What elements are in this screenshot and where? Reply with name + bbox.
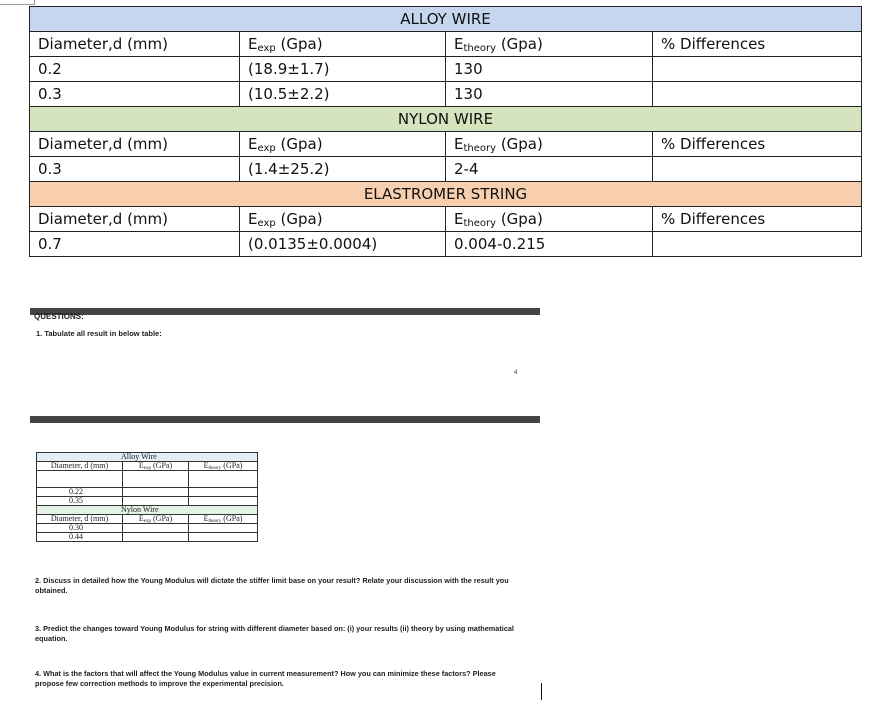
mini-title-alloy: Alloy Wire bbox=[37, 453, 258, 462]
mini-header-e-theory: $E_{theory}$ (GPa) bbox=[189, 462, 258, 471]
page-divider-bottom bbox=[30, 416, 540, 423]
cell-e-exp: (1.4±25.2) bbox=[240, 157, 446, 182]
mini-row bbox=[37, 488, 258, 497]
header-row bbox=[30, 207, 862, 232]
cell-e-exp: (0.0135±0.0004) bbox=[240, 232, 446, 257]
mini-cell bbox=[189, 497, 258, 506]
cell-e-theory: 0.004-0.215 bbox=[446, 232, 653, 257]
header-diameter: Diameter,d (mm) bbox=[30, 207, 240, 232]
page-number: 4 bbox=[514, 370, 518, 376]
mini-row bbox=[37, 471, 258, 488]
mini-header-diameter: Diameter, d (mm) bbox=[37, 462, 123, 471]
mini-cell bbox=[123, 471, 189, 488]
question-1: 1. Tabulate all result in below table: bbox=[36, 329, 162, 338]
cell-e-exp: (10.5±2.2) bbox=[240, 82, 446, 107]
mini-header-e-exp: $E_{exp}$ (GPa) bbox=[123, 515, 189, 524]
mini-results-table bbox=[36, 452, 258, 542]
mini-cell bbox=[189, 524, 258, 533]
alloy-section-row bbox=[30, 7, 862, 32]
header-e-theory: $E_{theory}$ (Gpa) bbox=[446, 132, 653, 157]
nylon-section-row bbox=[30, 107, 862, 132]
header-row bbox=[30, 32, 862, 57]
cell-e-theory: 130 bbox=[446, 82, 653, 107]
cell-differences[interactable] bbox=[653, 57, 862, 82]
mini-cell bbox=[123, 488, 189, 497]
section-title-elastomer: ELASTROMER STRING bbox=[30, 182, 862, 207]
mini-header-e-theory: $E_{theory}$ (GPa) bbox=[189, 515, 258, 524]
cell-diameter: 0.2 bbox=[30, 57, 240, 82]
mini-header-e-exp: $E_{exp}$ (GPa) bbox=[123, 462, 189, 471]
mini-row bbox=[37, 533, 258, 542]
questions-heading: QUESTIONS: bbox=[34, 312, 84, 321]
header-differences: % Differences bbox=[653, 132, 862, 157]
mini-cell-diameter: 0.35 bbox=[37, 497, 123, 506]
mini-header-row bbox=[37, 462, 258, 471]
header-diameter: Diameter,d (mm) bbox=[30, 132, 240, 157]
header-e-theory: $E_{theory}$ (Gpa) bbox=[446, 32, 653, 57]
cell-e-theory: 2-4 bbox=[446, 157, 653, 182]
cell-differences[interactable] bbox=[653, 157, 862, 182]
cell-e-theory: 130 bbox=[446, 57, 653, 82]
mini-cell bbox=[189, 471, 258, 488]
cell-diameter: 0.7 bbox=[30, 232, 240, 257]
mini-cell bbox=[37, 471, 123, 488]
text-cursor bbox=[541, 683, 542, 700]
mini-cell bbox=[189, 488, 258, 497]
cell-e-exp: (18.9±1.7) bbox=[240, 57, 446, 82]
mini-row bbox=[37, 453, 258, 462]
mini-cell-diameter: 0.22 bbox=[37, 488, 123, 497]
mini-cell bbox=[123, 497, 189, 506]
section-title-alloy: ALLOY WIRE bbox=[30, 7, 862, 32]
header-differences: % Differences bbox=[653, 207, 862, 232]
header-e-exp: $E_{exp}$ (Gpa) bbox=[240, 207, 446, 232]
question-3: 3. Predict the changes toward Young Modulus for string with different diameter based on: (i) your results (ii) theory by using mathematical equation. bbox=[35, 624, 514, 643]
mini-row bbox=[37, 497, 258, 506]
elastomer-section-row bbox=[30, 182, 862, 207]
header-e-exp: $E_{exp}$ (Gpa) bbox=[240, 32, 446, 57]
question-2: 2. Discuss in detailed how the Young Modulus will dictate the stiffer limit base on your result? Relate your discussion with the result you obtained. bbox=[35, 576, 509, 595]
question-4: 4. What is the factors that will affect the Young Modulus value in current measurement? How you can minimize these factors? Please propose few correction methods to improve the experimental precision. bbox=[35, 669, 496, 688]
mini-header-row bbox=[37, 515, 258, 524]
page-divider-top bbox=[30, 308, 540, 315]
results-table bbox=[29, 6, 862, 257]
mini-cell-diameter: 0.44 bbox=[37, 533, 123, 542]
header-row bbox=[30, 132, 862, 157]
header-e-exp: $E_{exp}$ (Gpa) bbox=[240, 132, 446, 157]
mini-header-diameter: Diameter, d (mm) bbox=[37, 515, 123, 524]
table-row bbox=[30, 157, 862, 182]
header-diameter: Diameter,d (mm) bbox=[30, 32, 240, 57]
mini-cell bbox=[123, 533, 189, 542]
table-row bbox=[30, 232, 862, 257]
mini-title-nylon: Nylon Wire bbox=[37, 506, 258, 515]
corner-mark bbox=[0, 0, 35, 5]
header-differences: % Differences bbox=[653, 32, 862, 57]
mini-cell bbox=[189, 533, 258, 542]
mini-row bbox=[37, 506, 258, 515]
cell-diameter: 0.3 bbox=[30, 82, 240, 107]
mini-cell-diameter: 0.30 bbox=[37, 524, 123, 533]
mini-cell bbox=[123, 524, 189, 533]
section-title-nylon: NYLON WIRE bbox=[30, 107, 862, 132]
table-row bbox=[30, 82, 862, 107]
cell-differences[interactable] bbox=[653, 82, 862, 107]
cell-differences[interactable] bbox=[653, 232, 862, 257]
header-e-theory: $E_{theory}$ (Gpa) bbox=[446, 207, 653, 232]
mini-row bbox=[37, 524, 258, 533]
table-row bbox=[30, 57, 862, 82]
cell-diameter: 0.3 bbox=[30, 157, 240, 182]
